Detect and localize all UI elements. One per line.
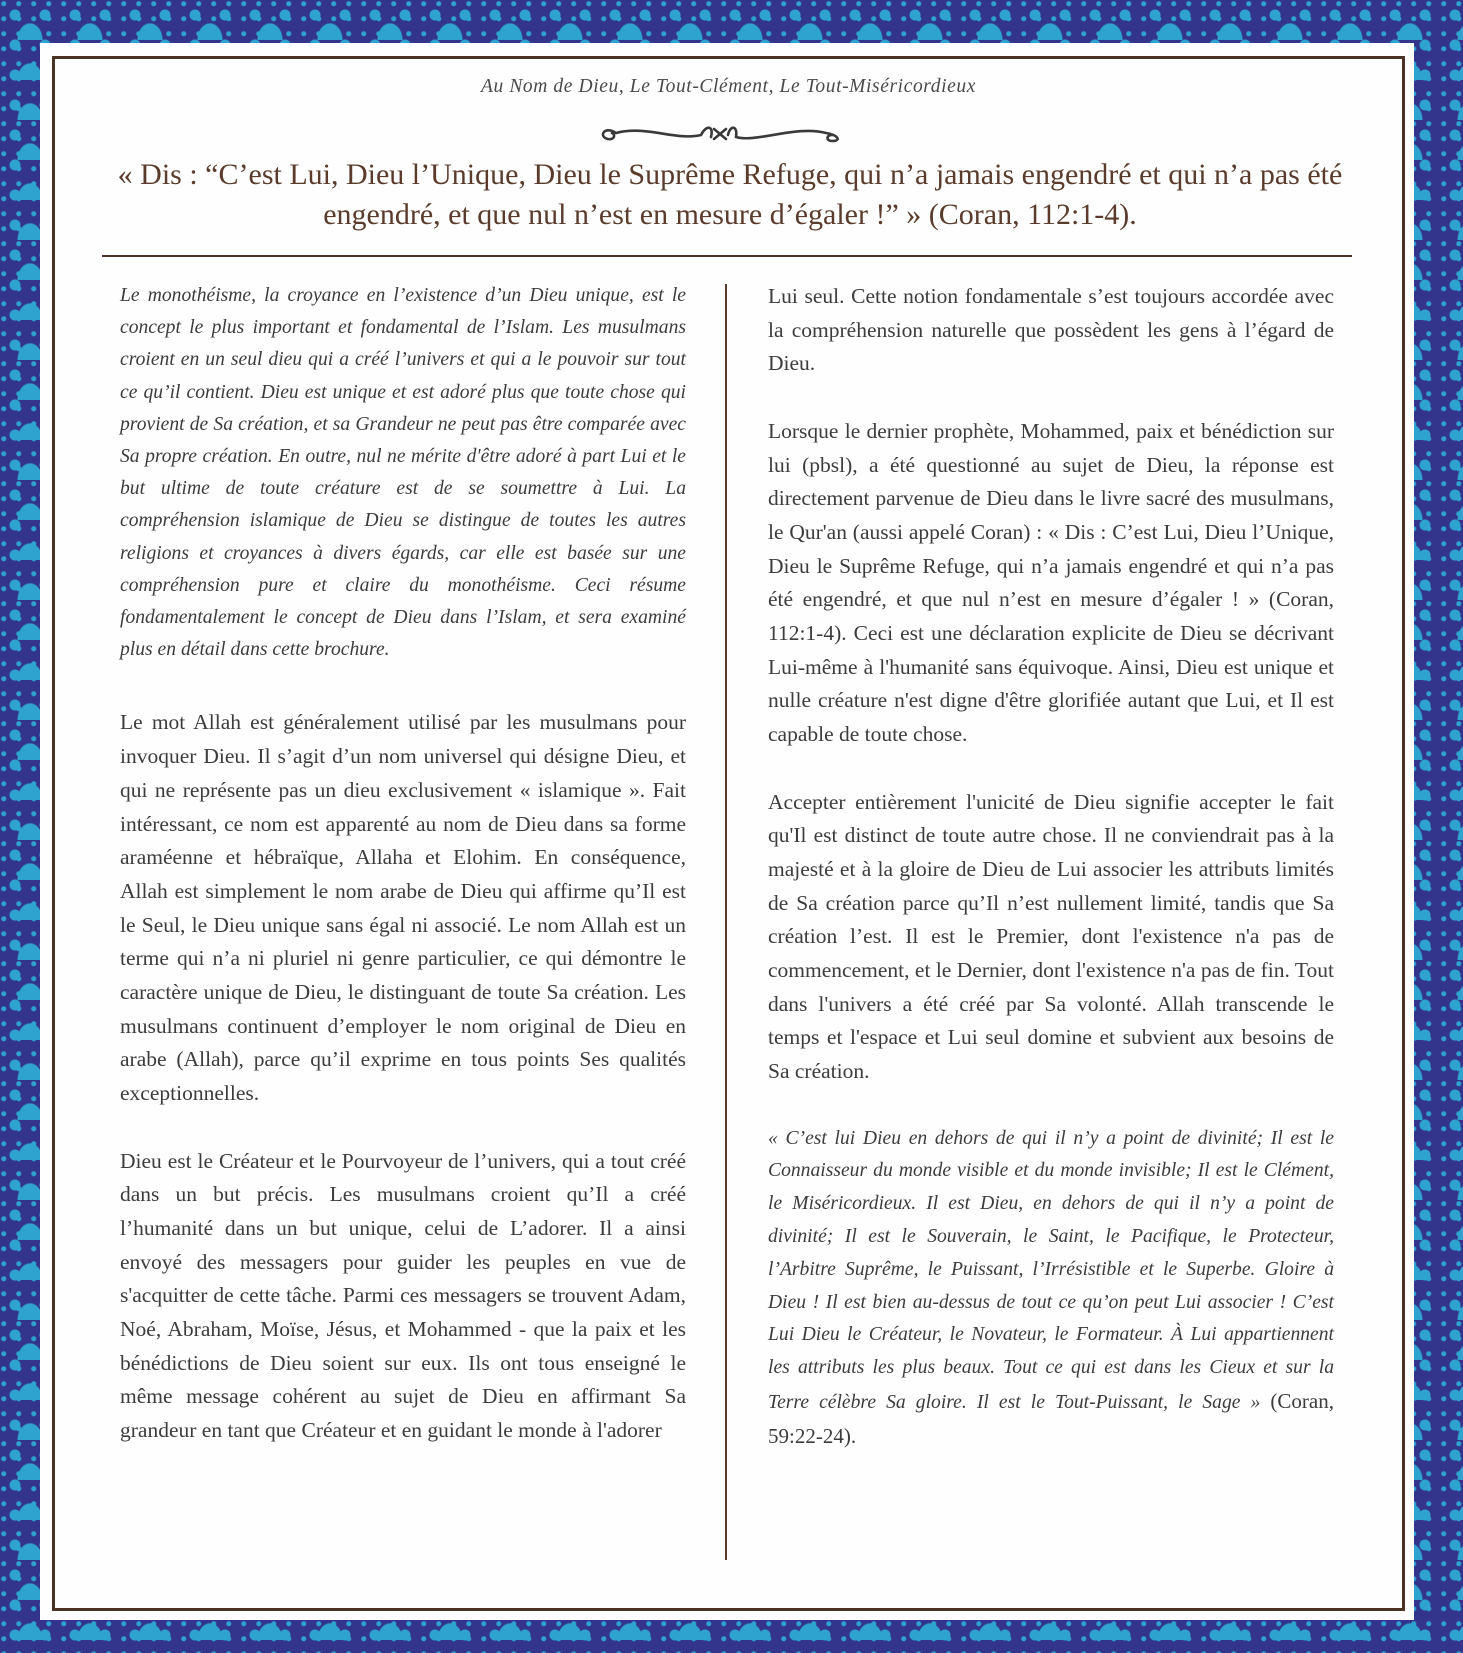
body-paragraph: Lui seul. Cette notion fondamentale s’est toujours accordée avec la compréhension naturelle que possèdent les gens à l’égard de Dieu. <box>768 284 1334 376</box>
left-column <box>120 280 686 1448</box>
basmala-subtitle: Au Nom de Dieu, Le Tout-Clément, Le Tout-Miséricordieux <box>480 76 976 97</box>
scroll-flourish-icon <box>596 121 846 145</box>
verse-reference: (Coran, 59:22-24). <box>768 1388 1334 1448</box>
header-rule <box>102 255 1352 257</box>
body-paragraph: Lorsque le dernier prophète, Mohammed, paix et bénédiction sur lui (pbsl), a été questionné au sujet de Dieu, la réponse est directement parvenue de Dieu dans le livre sacré des musulmans, le Qur'an (aussi appelé Coran) : « Dis : C’est Lui, Dieu l’Unique, Dieu le Suprême Refuge, qui n’a jamais engendré et qui n’a pas été engendré, et que nul n’est en mesure d’égaler ! » (Coran, 112:1-4). Ceci est une déclaration explicite de Dieu se décrivant Lui-même à l'humanité sans équivoque. Ainsi, Dieu est unique et nulle créature n'est digne d'être glorifiée autant que Lui, et Il est capable de toute chose. <box>768 418 1334 747</box>
body-paragraph: Le mot Allah est généralement utilisé par les musulmans pour invoquer Dieu. Il s’agit d’un nom universel qui désigne Dieu, et qui ne représente pas un dieu exclusivement « islamique ». Fait intéressant, ce nom est apparenté au nom de Dieu dans sa forme araméenne et hébraïque, Allaha et Elohim. En conséquence, Allah est simplement le nom arabe de Dieu qui affirme qu’Il est le Seul, le Dieu unique sans égal ni associé. Le nom Allah est un terme qui n’a ni pluriel ni genre particulier, ce qui démontre le caractère unique de Dieu, le distinguant de toute Sa création. Les musulmans continuent d’employer le nom original de Dieu en arabe (Allah), parce qu’il exprime en tous points Ses qualités exceptionnelles. <box>120 710 686 1106</box>
right-column <box>768 280 1334 1455</box>
verse-quote <box>768 1123 1334 1455</box>
body-paragraph: Dieu est le Créateur et le Pourvoyeur de l’univers, qui a tout créé dans un but précis. Les musulmans croient qu’Il a créé l’humanité dans un but unique, celui de L’adorer. Il a ainsi envoyé des messagers pour guider les peuples en vue de s'acquitter de cette tâche. Parmi ces messagers se trouvent Adam, Noé, Abraham, Moïse, Jésus, et Mohammed - que la paix et les bénédictions de Dieu soient sur eux. Ils ont tous enseigné le même message cohérent au sujet de Dieu en affirmant Sa grandeur en tant que Créateur et en guidant le monde à l'adorer <box>120 1148 686 1443</box>
intro-paragraph: Le monothéisme, la croyance en l’existence d’un Dieu unique, est le concept le plus important et fondamental de l’Islam. Les musulmans croient en un seul dieu qui a créé l’univers et qui a le pouvoir sur tout ce qu’il contient. Dieu est unique et est adoré plus que toute chose qui provient de Sa création, et sa Grandeur ne peut pas être comparée avec Sa propre création. En outre, nul ne mérite d'être adoré à part Lui et le but ultime de toute créature est de se soumettre à Lui. La compréhension islamique de Dieu se distingue de toutes les autres religions et croyances à divers égards, car elle est basée sur une compréhension pure et claire du monothéisme. Ceci résume fondamentalement le concept de Dieu dans l’Islam, et sera examiné plus en détail dans cette brochure. <box>120 285 686 661</box>
headline-quote: « Dis : “C’est Lui, Dieu l’Unique, Dieu le Suprême Refuge, qui n’a jamais engendré et qui n’a pas été engendré, et que nul n’est en mesure d’égaler !” » (Coran, 112:1-4). <box>117 158 1343 231</box>
body-paragraph: Accepter entièrement l'unicité de Dieu signifie accepter le fait qu'Il est distinct de toute autre chose. Il ne conviendrait pas à la majesté et à la gloire de Dieu de Lui associer les attributs limités de Sa création parce qu’Il n’est nullement limité, tandis que Sa création l’est. Il est le Premier, dont l'existence n'a pas de commencement, et le Dernier, dont l'existence n'a pas de fin. Tout dans l'univers a été créé par Sa volonté. Allah transcende le temps et l'espace et Lui seul domine et subvient aux besoins de Sa création. <box>768 789 1334 1084</box>
column-divider <box>725 284 727 1560</box>
verse-text: « C’est lui Dieu en dehors de qui il n’y a point de divinité; Il est le Connaisseur du monde visible et du monde invisible; Il est le Clément, le Miséricordieux. Il est Dieu, en dehors de qui il n’y a point de divinité; Il est le Souverain, le Saint, le Pacifique, le Protecteur, l’Arbitre Suprême, le Puissant, l’Irrésistible et le Superbe. Gloire à Dieu ! Il est bien au-dessus de tout ce qu’on peut Lui associer ! C’est Lui Dieu le Créateur, le Novateur, le Formateur. À Lui appartiennent les attributs les plus beaux. Tout ce qui est dans les Cieux et sur la Terre célèbre Sa gloire. Il est le Tout-Puissant, le Sage » <box>768 1127 1334 1413</box>
